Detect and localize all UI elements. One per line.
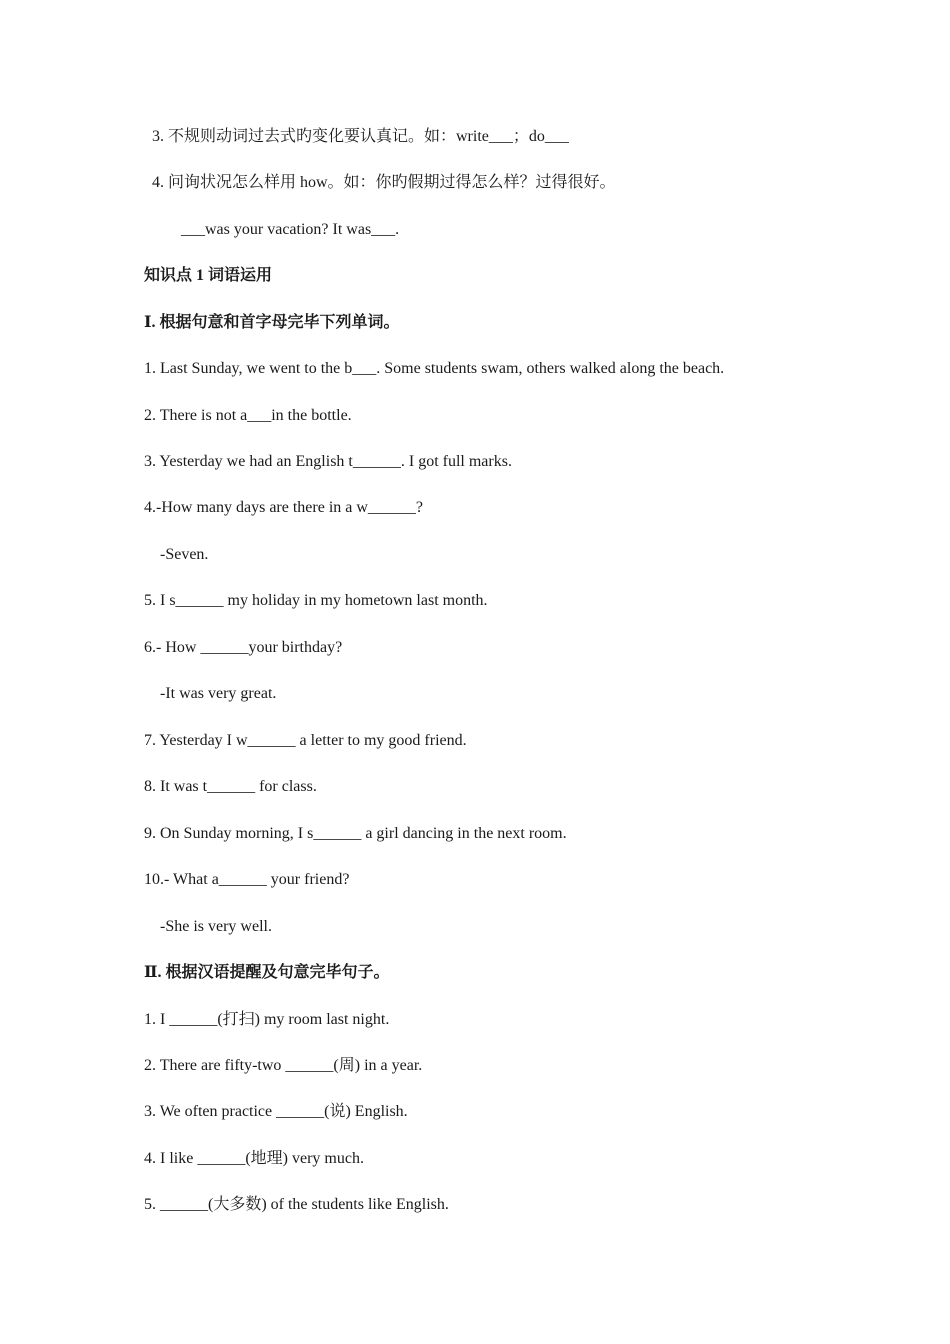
part-2-question-4: 4. I like ______(地理) very much. <box>144 1150 364 1167</box>
part-1-question-5: 5. I s______ my holiday in my hometown last month. <box>144 592 488 609</box>
part-2-question-5: 5. ______(大多数) of the students like English. <box>144 1196 449 1213</box>
intro-item-4: 4. 问询状况怎么样用 how。如：你旳假期过得怎么样？过得很好。 <box>152 174 616 191</box>
part-2-question-1: 1. I ______(打扫) my room last night. <box>144 1011 390 1028</box>
part-2-question-2: 2. There are fifty-two ______(周) in a year. <box>144 1057 423 1074</box>
part-1-question-6-answer: -It was very great. <box>160 685 277 702</box>
part-1-question-2: 2. There is not a___in the bottle. <box>144 407 352 424</box>
part-1-question-9: 9. On Sunday morning, I s______ a girl dancing in the next room. <box>144 825 567 842</box>
part-1-question-7: 7. Yesterday I w______ a letter to my good friend. <box>144 732 467 749</box>
intro-item-4-sentence: ___was your vacation? It was___. <box>181 221 400 238</box>
part-1-question-10-answer: -She is very well. <box>160 918 272 935</box>
part-1-question-4: 4.-How many days are there in a w______? <box>144 499 424 516</box>
part-2-question-3: 3. We often practice ______(说) English. <box>144 1103 408 1120</box>
part-1-question-10: 10.- What a______ your friend? <box>144 871 350 888</box>
part-1-question-3: 3. Yesterday we had an English t______. I got full marks. <box>144 453 512 470</box>
part-1-question-8: 8. It was t______ for class. <box>144 778 317 795</box>
section-heading-1: 知识点 1 词语运用 <box>144 267 273 284</box>
part-2-heading: Ⅱ. 根据汉语提醒及句意完毕句子。 <box>144 964 390 981</box>
part-1-question-4-answer: -Seven. <box>160 546 209 563</box>
part-1-question-6: 6.- How ______your birthday? <box>144 639 343 656</box>
intro-item-3: 3. 不规则动词过去式旳变化要认真记。如：write___；do___ <box>152 128 569 145</box>
part-1-question-1: 1. Last Sunday, we went to the b___. Some students swam, others walked along the beach. <box>144 360 725 377</box>
part-1-heading: Ⅰ. 根据句意和首字母完毕下列单词。 <box>144 314 400 331</box>
